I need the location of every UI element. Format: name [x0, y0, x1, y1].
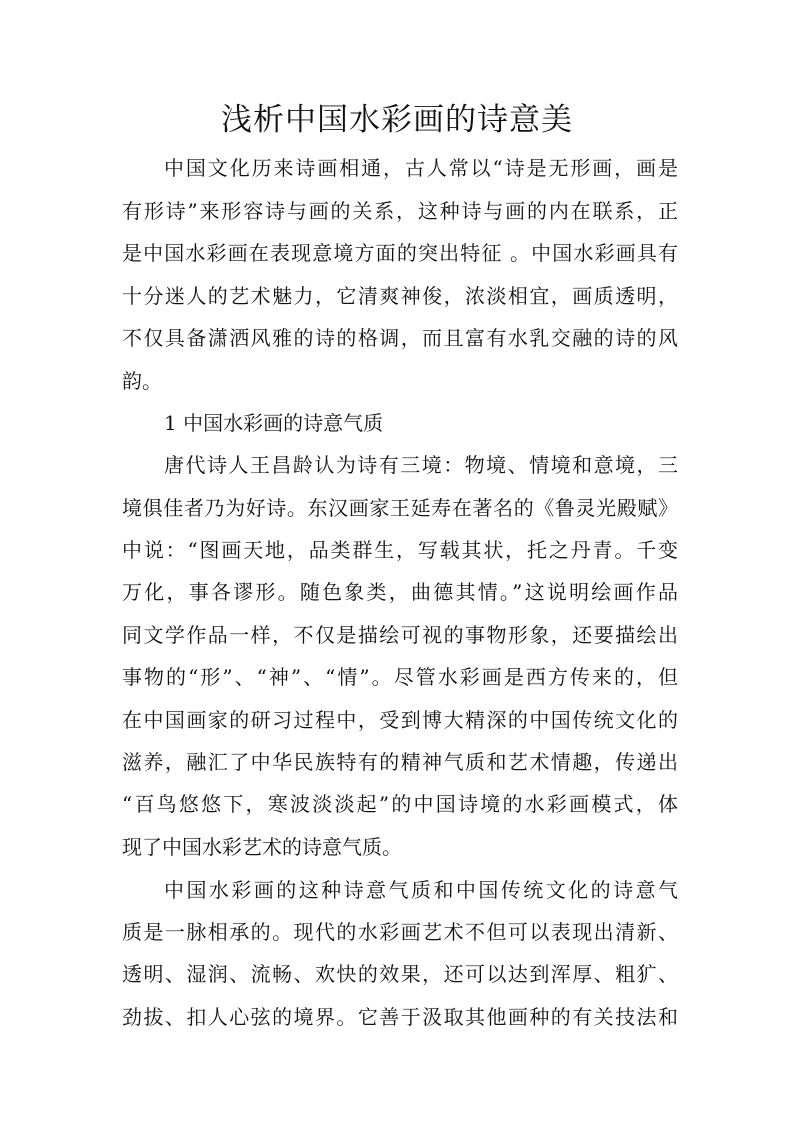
paragraph-line: 现了中国水彩艺术的诗意气质。 — [122, 835, 402, 859]
paragraph-line: 万化，事各谬形。随色象类，曲德其情。”这说明绘画作品 — [122, 580, 678, 604]
paragraph-line: 质是一脉相承的。现代的水彩画艺术不但可以表现出清新、 — [122, 920, 678, 944]
paragraph-line: 中说：“图画天地，品类群生，写载其状，托之丹青。千变 — [122, 538, 678, 562]
paragraph-line: 是中国水彩画在表现意境方面的突出特征 。中国水彩画具有 — [122, 241, 678, 265]
paragraph-line: 唐代诗人王昌龄认为诗有三境：物境、情境和意境，三 — [164, 453, 678, 477]
section-heading: 1 中国水彩画的诗意气质 — [164, 411, 384, 435]
document-title: 浅析中国水彩画的诗意美 — [221, 102, 573, 138]
paragraph-line: 滋养，融汇了中华民族特有的精神气质和艺术情趣，传递出 — [122, 750, 678, 774]
paragraph-line: 十分迷人的艺术魅力，它清爽神俊，浓淡相宜，画质透明， — [122, 284, 678, 308]
paragraph-line: 劲拔、扣人心弦的境界。它善于汲取其他画种的有关技法和 — [122, 1005, 678, 1029]
paragraph-line: 有形诗”来形容诗与画的关系，这种诗与画的内在联系，正 — [122, 199, 678, 223]
paragraph-line: 韵。 — [122, 369, 162, 393]
paragraph-line: 境俱佳者乃为好诗。东汉画家王延寿在著名的《鲁灵光殿赋》 — [122, 496, 678, 520]
paragraph-line: 中国水彩画的这种诗意气质和中国传统文化的诗意气 — [164, 878, 678, 902]
paragraph-line: 中国文化历来诗画相通，古人常以“诗是无形画，画是 — [164, 156, 678, 180]
paragraph-line: 不仅具备潇洒风雅的诗的格调，而且富有水乳交融的诗的风 — [122, 326, 678, 350]
paragraph-line: 事物的“形”、“神”、“情”。尽管水彩画是西方传来的，但 — [122, 665, 678, 689]
paragraph-line: 透明、湿润、流畅、欢快的效果，还可以达到浑厚、粗犷、 — [122, 962, 678, 986]
paragraph-line: 在中国画家的研习过程中，受到博大精深的中国传统文化的 — [122, 708, 678, 732]
paragraph-line: 同文学作品一样，不仅是描绘可视的事物形象，还要描绘出 — [122, 623, 678, 647]
paragraph-line: “百鸟悠悠下，寒波淡淡起”的中国诗境的水彩画模式，体 — [122, 792, 678, 816]
